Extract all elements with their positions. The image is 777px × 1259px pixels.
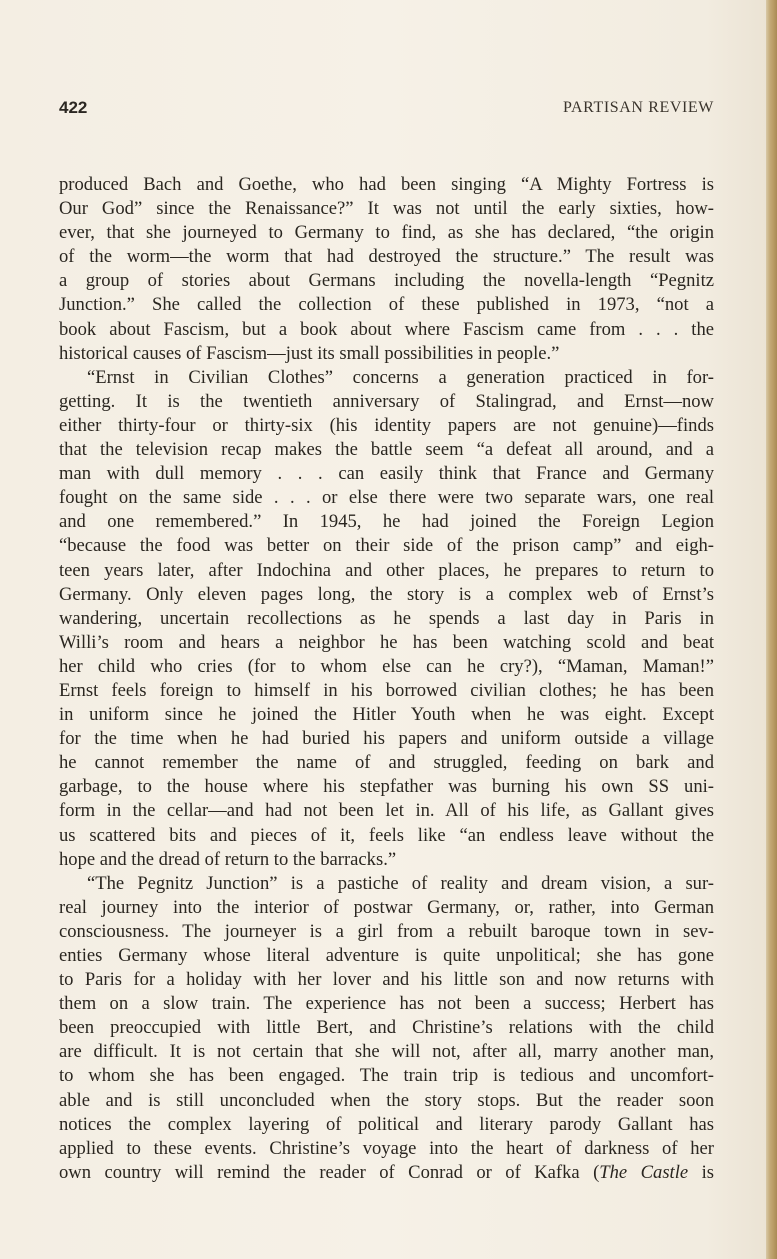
page-edge-binding bbox=[766, 0, 777, 1259]
text-line: and one remembered.” In 1945, he had joined the Foreign Legion bbox=[59, 511, 714, 533]
text-line: able and is still unconcluded when the story stops. But the reader soon bbox=[59, 1089, 714, 1111]
text-line: Germany. Only eleven pages long, the story is a complex web of Ernst’s bbox=[59, 583, 714, 605]
text-line: real journey into the interior of postwar Germany, or, rather, into German bbox=[59, 896, 714, 918]
text-line: getting. It is the twentieth anniversary of Stalingrad, and Ernst—now bbox=[59, 390, 714, 412]
text-line: applied to these events. Christine’s voyage into the heart of darkness of her bbox=[59, 1137, 714, 1159]
text-line: man with dull memory . . . can easily think that France and Germany bbox=[59, 463, 714, 485]
text-line: them on a slow train. The experience has not been a success; Herbert has bbox=[59, 993, 714, 1015]
text-line: Our God” since the Renaissance?” It was not until the early sixties, how- bbox=[59, 198, 714, 220]
text-line: consciousness. The journeyer is a girl from a rebuilt baroque town in sev- bbox=[59, 920, 714, 942]
paragraph-2 bbox=[59, 366, 714, 872]
text-line: teen years later, after Indochina and other places, he prepares to return to bbox=[59, 559, 714, 581]
text-line: wandering, uncertain recollections as he spends a last day in Paris in bbox=[59, 607, 714, 629]
text-line: either thirty-four or thirty-six (his identity papers are not genuine)—finds bbox=[59, 414, 714, 436]
text-line: enties Germany whose literal adventure is quite unpolitical; she has gone bbox=[59, 945, 714, 966]
paragraph-3 bbox=[59, 872, 714, 1185]
text-line: fought on the same side . . . or else there were two separate wars, one real bbox=[59, 487, 714, 509]
text-line: us scattered bits and pieces of it, feels like “an endless leave without the bbox=[59, 824, 714, 846]
paragraph-1 bbox=[59, 173, 714, 366]
text-line: book about Fascism, but a book about where Fascism came from . . . the bbox=[59, 318, 714, 340]
text-line: for the time when he had buried his papers and uniform outside a village bbox=[59, 728, 714, 750]
text-line: to whom she has been engaged. The train trip is tedious and uncomfort- bbox=[59, 1065, 714, 1087]
text-line: garbage, to the house where his stepfather was burning his own SS uni- bbox=[59, 776, 714, 798]
text-line: are difficult. It is not certain that she will not, after all, marry another man, bbox=[59, 1041, 714, 1063]
text-line: been preoccupied with little Bert, and Christine’s relations with the child bbox=[59, 1017, 714, 1039]
book-title-italic: The Castle bbox=[599, 1161, 689, 1183]
text-line: Junction.” She called the collection of these published in 1973, “not a bbox=[59, 294, 714, 316]
text-line: Willi’s room and hears a neighbor he has been watching scold and beat bbox=[59, 631, 714, 653]
text-segment: is bbox=[688, 1161, 714, 1183]
text-line: in uniform since he joined the Hitler Youth when he was eight. Except bbox=[59, 704, 714, 726]
text-line: “because the food was better on their side of the prison camp” and eigh- bbox=[59, 535, 714, 557]
text-line: of the worm—the worm that had destroyed the structure.” The result was bbox=[59, 246, 714, 268]
text-line: produced Bach and Goethe, who had been singing “A Mighty Fortress is bbox=[59, 174, 714, 195]
text-line: her child who cries (for to whom else can he cry?), “Maman, Maman!” bbox=[59, 655, 714, 677]
page-number: 422 bbox=[59, 98, 88, 117]
text-line: a group of stories about Germans including the novella-length “Pegnitz bbox=[59, 270, 714, 292]
text-line: historical causes of Fascism—just its small possibilities in people.” bbox=[59, 342, 560, 364]
text-line: form in the cellar—and had not been let in. All of his life, as Gallant gives bbox=[59, 800, 714, 822]
text-line: notices the complex layering of political and literary parody Gallant has bbox=[59, 1113, 714, 1135]
text-line: “The Pegnitz Junction” is a pastiche of reality and dream vision, a sur- bbox=[87, 872, 714, 894]
running-head: PARTISAN REVIEW bbox=[562, 99, 714, 116]
text-line: that the television recap makes the battle seem “a defeat all around, and a bbox=[59, 439, 714, 461]
page-header bbox=[59, 98, 714, 124]
text-line: ever, that she journeyed to Germany to find, as she has declared, “the origin bbox=[59, 222, 714, 244]
text-line: to Paris for a holiday with her lover and his little son and now returns with bbox=[59, 969, 714, 991]
text-line: Ernst feels foreign to himself in his borrowed civilian clothes; he has been bbox=[59, 679, 714, 701]
text-line: he cannot remember the name of and struggled, feeding on bark and bbox=[59, 752, 714, 774]
text-line: hope and the dread of return to the barracks.” bbox=[59, 848, 397, 870]
text-line bbox=[59, 1161, 714, 1185]
text-line: “Ernst in Civilian Clothes” concerns a generation practiced in for- bbox=[87, 366, 714, 388]
text-segment: own country will remind the reader of Conrad or of Kafka ( bbox=[59, 1161, 600, 1183]
article-body bbox=[59, 173, 714, 1185]
